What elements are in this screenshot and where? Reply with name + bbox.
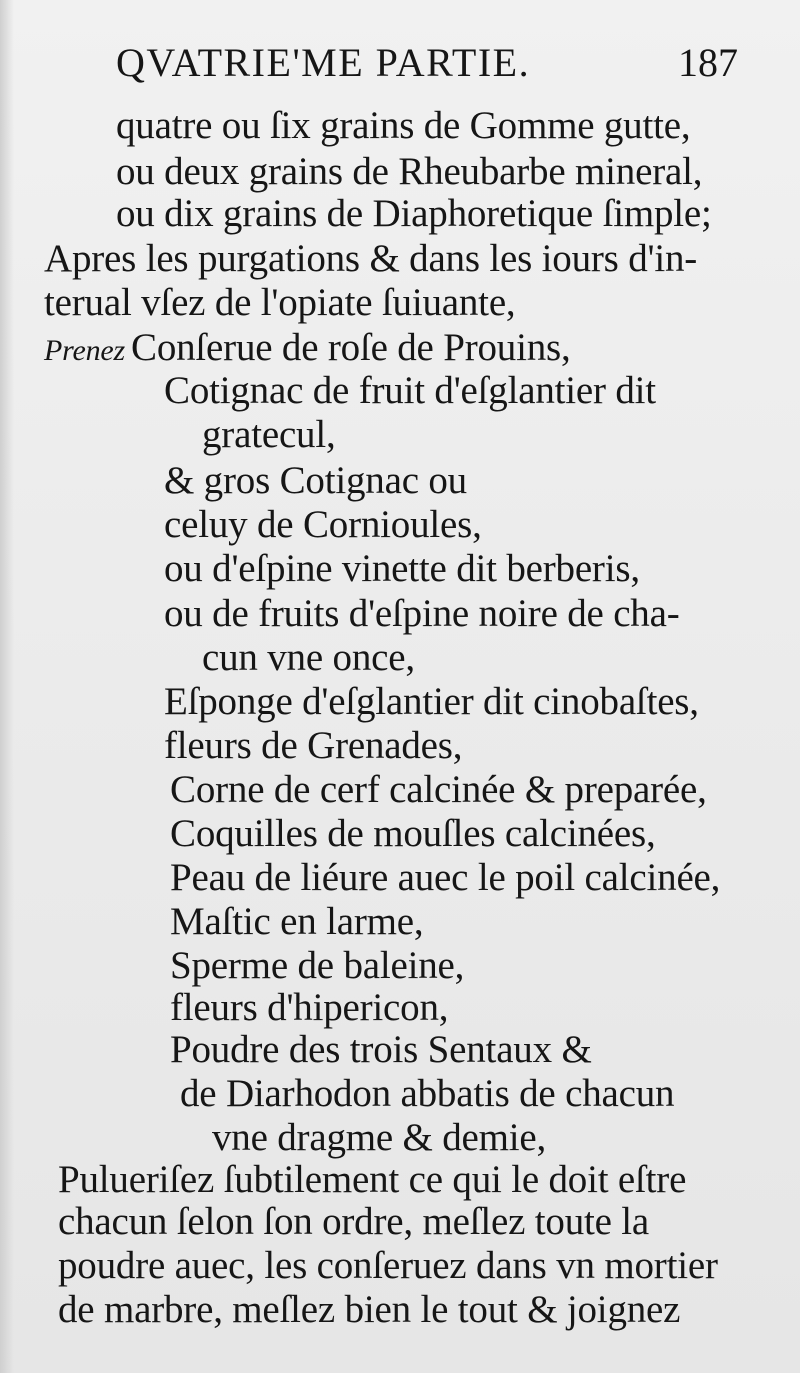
- text-line: poudre auec, les conſeruez dans vn mortier: [58, 1244, 718, 1287]
- text-line: Maſtic en larme,: [170, 900, 424, 943]
- text-line: chacun ſelon ſon ordre, meſlez toute la: [58, 1200, 650, 1243]
- text-line: Apres les purgations & dans les iours d'in-: [44, 237, 698, 280]
- text-line: Pulueriſez ſubtilement ce qui le doit eſtre: [58, 1158, 687, 1201]
- text-line: ou dix grains de Diaphoretique ſimple;: [116, 192, 712, 235]
- text-line: de marbre, meſlez bien le tout & joignez: [58, 1288, 681, 1331]
- text-line: ou de fruits d'eſpine noire de cha-: [164, 592, 680, 635]
- text-line: fleurs d'hipericon,: [170, 986, 449, 1029]
- text-line: Poudre des trois Sentaux &: [170, 1028, 592, 1071]
- text-line: & gros Cotignac ou: [164, 459, 467, 502]
- text-line: vne dragme & demie,: [212, 1116, 547, 1159]
- text-line: ou deux grains de Rheubarbe mineral,: [116, 150, 703, 193]
- prenez-label: Prenez: [44, 334, 125, 367]
- text-line: gratecul,: [202, 413, 336, 456]
- text-line: Coquilles de mouſles calcinées,: [170, 812, 656, 855]
- text-line: Peau de liéure auec le poil calcinée,: [170, 856, 721, 899]
- text-line: fleurs de Grenades,: [164, 724, 463, 767]
- text-line: celuy de Cornioules,: [164, 503, 482, 546]
- text-line: Eſponge d'eſglantier dit cinobaſtes,: [164, 680, 699, 723]
- text-line: cun vne once,: [202, 636, 415, 679]
- recipe-first-line: [44, 326, 571, 373]
- text-line: terual vſez de l'opiate ſuiuante,: [44, 281, 516, 324]
- page-number: 187: [678, 40, 738, 85]
- page-edge-shadow: [0, 0, 14, 1373]
- text-line: quatre ou ſix grains de Gomme gutte,: [116, 104, 691, 147]
- text-line: Sperme de baleine,: [170, 944, 465, 987]
- text-line: Conſerue de roſe de Prouins,: [131, 326, 571, 369]
- header-title: QVATRIE'ME PARTIE.: [116, 40, 531, 85]
- text-line: ou d'eſpine vinette dit berberis,: [164, 547, 640, 590]
- text-line: Cotignac de fruit d'eſglantier dit: [164, 369, 656, 412]
- text-line: de Diarhodon abbatis de chacun: [180, 1072, 675, 1115]
- text-line: Corne de cerf calcinée & preparée,: [170, 768, 707, 811]
